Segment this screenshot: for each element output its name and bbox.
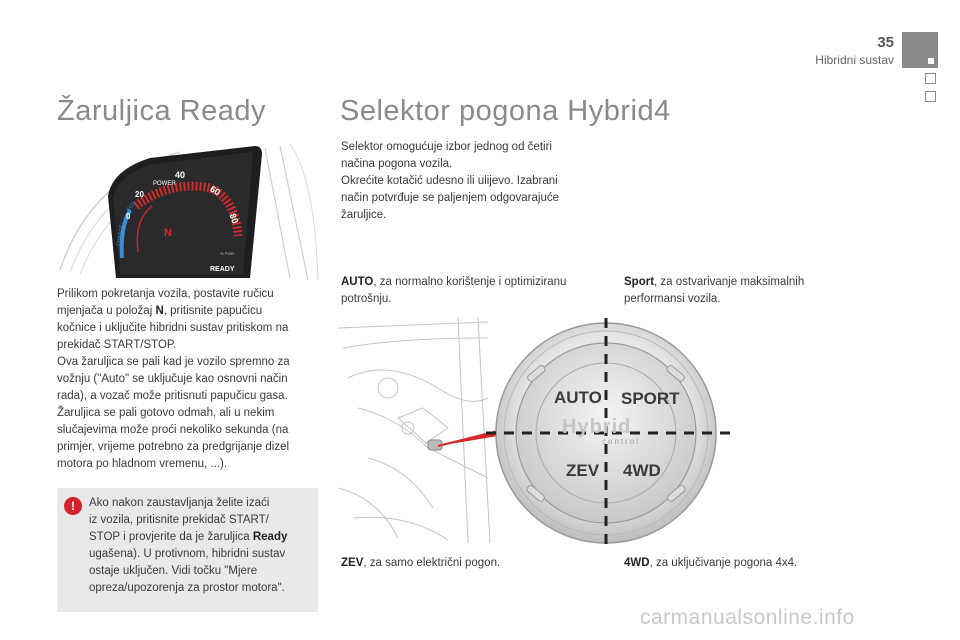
body-line: primjer, vrijeme potrebno za predgrijanje dizel: [57, 441, 290, 453]
mode-zev-text: ZEV, za samo električni pogon.: [341, 557, 501, 569]
gauge-label-80: 80: [227, 212, 241, 225]
warning-line: iz vozila, pritisnite prekidač START/: [89, 514, 269, 526]
body-line: Žaruljica se pali gotovo odmah, ali u nekim: [57, 407, 275, 419]
body-line: motora po hladnom vremenu, ...).: [57, 458, 228, 470]
ready-gauge-illustration: [50, 140, 322, 282]
mode-auto-text: AUTO, za normalno korištenje i optimiziranu potrošnju.: [341, 276, 567, 305]
warning-line: ugašena). U protivnom, hibridni sustav: [89, 548, 286, 560]
warning-line: Ako nakon zaustavljanja želite izaći: [89, 497, 270, 509]
dial-brand: Hybrid: [562, 416, 632, 438]
body-line: kočnice i uključite hibridni sustav pritiskom na: [57, 322, 289, 334]
left-title: Žaruljica Ready: [57, 95, 266, 127]
gauge-ready: READY: [210, 266, 235, 273]
intro-line: žaruljice.: [341, 209, 387, 221]
body-line: prekidač START/STOP.: [57, 339, 177, 351]
warning-icon: !: [64, 497, 82, 515]
intro-line: Selektor omogućuje izbor jednog od četiri: [341, 141, 552, 153]
dial-zev: ZEV: [566, 461, 600, 480]
body-line: vožnju ("Auto" se uključuje kao osnovni način: [57, 373, 288, 385]
gauge-label-0: 0: [126, 212, 131, 221]
dial-auto: AUTO: [554, 388, 602, 407]
warning-line: ostaje uključen. Vidi točku "Mjere: [89, 565, 258, 577]
page-tab-marker: [902, 32, 938, 68]
warning-line: STOP i provjerite da je žaruljica Ready: [89, 531, 288, 543]
intro-line: način potvrđuje se paljenjem odgovarajuće: [341, 192, 560, 204]
dial-sport: SPORT: [621, 389, 680, 408]
page-number: 35: [877, 34, 894, 51]
body-line: rada), a vozač može pritisnuti papučicu gasa.: [57, 390, 288, 402]
watermark: carmanualsonline.info: [640, 606, 855, 629]
body-line: Prilikom pokretanja vozila, postavite ručicu: [57, 288, 274, 300]
body-line: mjenjača u položaj N, pritisnite papučicu: [57, 305, 263, 317]
mode-4wd-text: 4WD, za uključivanje pogona 4x4.: [624, 557, 798, 569]
intro-line: načina pogona vozila.: [341, 158, 453, 170]
right-intro: [341, 139, 611, 224]
left-body: [57, 286, 319, 473]
warning-line: opreza/upozorenja za prostor motora".: [89, 582, 285, 594]
hybrid-selector-dial: [466, 318, 736, 548]
gauge-label-charge: CHARGE: [115, 224, 126, 247]
gauge-label-40: 40: [175, 170, 186, 180]
gauge-label-60: 60: [208, 183, 222, 198]
gauge-label-eco: ECO: [125, 200, 138, 213]
gauge-label-power: POWER: [153, 181, 176, 187]
dial-brand-sub: control: [602, 437, 641, 446]
intro-line: Okrećite kotačić udesno ili ulijevo. Izabrani: [341, 175, 558, 187]
gauge-label-20: 20: [135, 190, 144, 199]
right-title: Selektor pogona Hybrid4: [340, 95, 671, 127]
body-line: slučajevima može proći nekoliko sekunda (na: [57, 424, 289, 436]
dial-4wd: 4WD: [623, 461, 661, 480]
warning-text: [89, 495, 314, 597]
page-tab-square: [925, 73, 936, 84]
gauge-gear-n: N: [164, 227, 172, 239]
mode-sport-text: Sport, za ostvarivanje maksimalnih performansi vozila.: [624, 276, 805, 305]
page-tab-square: [925, 91, 936, 102]
section-title: Hibridni sustav: [815, 53, 894, 67]
gauge-unit: % PWR: [220, 251, 234, 256]
body-line: Ova žaruljica se pali kad je vozilo spremno za: [57, 356, 290, 368]
